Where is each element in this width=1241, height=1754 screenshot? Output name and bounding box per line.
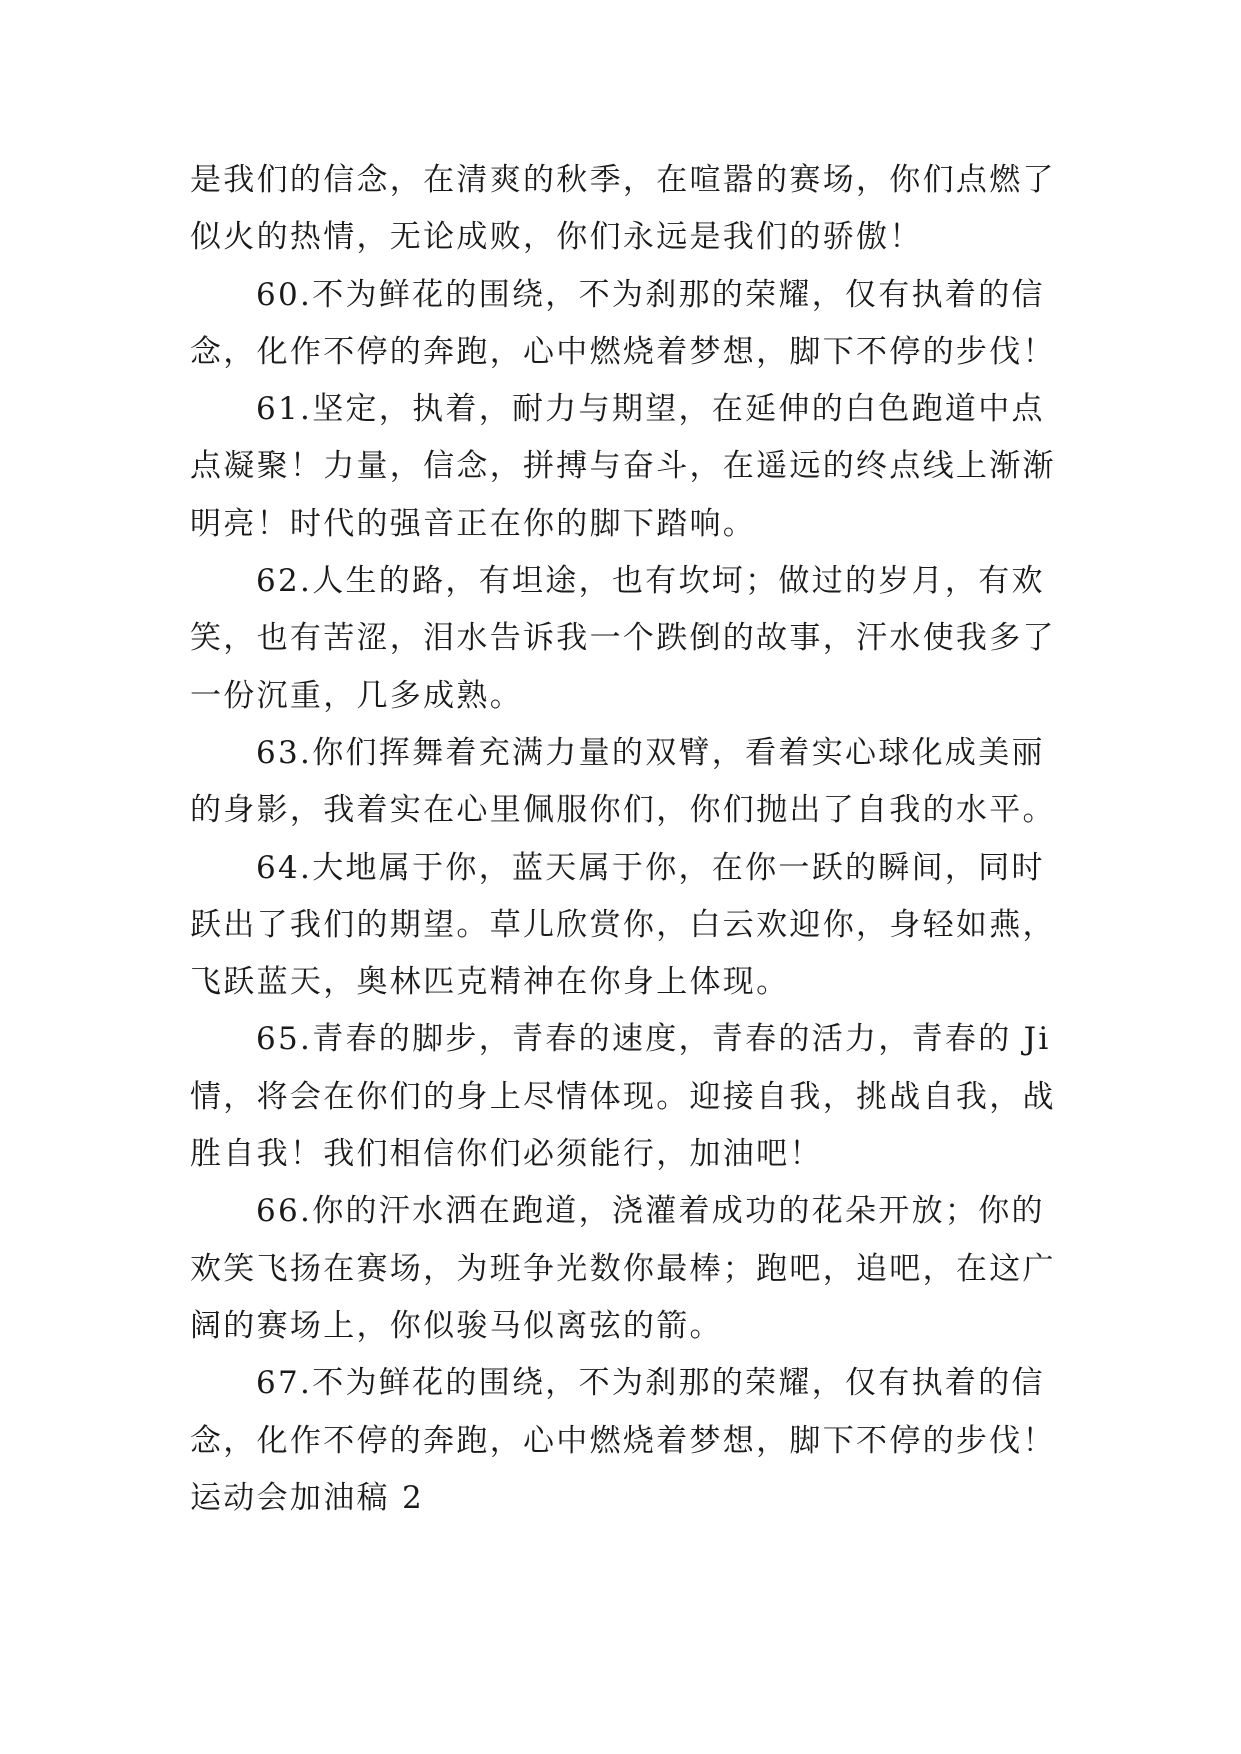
text-line: 明亮！时代的强音正在你的脚下踏响。 [190,505,757,542]
paragraph-item-61 [190,381,1070,553]
paragraph-item-64 [190,840,1070,1012]
text-line: 欢笑飞扬在赛场，为班争光数你最棒；跑吧，追吧，在这广 [190,1250,1056,1287]
text-line: 点凝聚！力量，信念，拼搏与奋斗，在遥远的终点线上渐渐 [190,448,1056,485]
paragraph-item-67 [190,1355,1070,1470]
text-line: 60.不为鲜花的围绕，不为刹那的荣耀，仅有执着的信 [256,276,1045,313]
text-line: 61.坚定，执着，耐力与期望，在延伸的白色跑道中点 [256,391,1045,428]
paragraph-continuation [190,152,1070,267]
text-line: 65.青春的脚步，青春的速度，青春的活力，青春的 Ji [256,1021,1051,1058]
text-line: 情，将会在你们的身上尽情体现。迎接自我，挑战自我，战 [190,1078,1056,1115]
paragraph-item-66 [190,1183,1070,1355]
text-line: 64.大地属于你，蓝天属于你，在你一跃的瞬间，同时 [256,849,1045,886]
text-line: 笑，也有苦涩，泪水告诉我一个跌倒的故事，汗水使我多了 [190,620,1056,657]
text-line: 62.人生的路，有坦途，也有坎坷；做过的岁月，有欢 [256,563,1045,600]
paragraph-item-65 [190,1011,1070,1183]
text-line: 念，化作不停的奔跑，心中燃烧着梦想，脚下不停的步伐！ [190,333,1056,370]
text-line: 跃出了我们的期望。草儿欣赏你，白云欢迎你，身轻如燕， [190,906,1056,943]
paragraph-item-60 [190,267,1070,382]
paragraph-item-63 [190,725,1070,840]
text-line: 66.你的汗水洒在跑道，浇灌着成功的花朵开放；你的 [256,1193,1045,1230]
text-line: 一份沉重，几多成熟。 [190,677,523,714]
document-body [190,152,1070,1527]
text-line: 67.不为鲜花的围绕，不为刹那的荣耀，仅有执着的信 [256,1365,1045,1402]
text-line: 是我们的信念，在清爽的秋季，在喧嚣的赛场，你们点燃了 [190,162,1056,198]
text-line: 阔的赛场上，你似骏马似离弦的箭。 [190,1307,723,1344]
text-line: 似火的热情，无论成败，你们永远是我们的骄傲！ [190,219,923,256]
text-line: 胜自我！我们相信你们必须能行，加油吧！ [190,1136,823,1173]
text-line: 63.你们挥舞着充满力量的双臂，看着实心球化成美丽 [256,734,1045,771]
section-heading: 运动会加油稿 2 [190,1479,424,1516]
text-line: 的身影，我着实在心里佩服你们，你们抛出了自我的水平。 [190,792,1056,829]
paragraph-item-62 [190,553,1070,725]
text-line: 念，化作不停的奔跑，心中燃烧着梦想，脚下不停的步伐！ [190,1422,1056,1459]
text-line: 飞跃蓝天，奥林匹克精神在你身上体现。 [190,964,790,1001]
